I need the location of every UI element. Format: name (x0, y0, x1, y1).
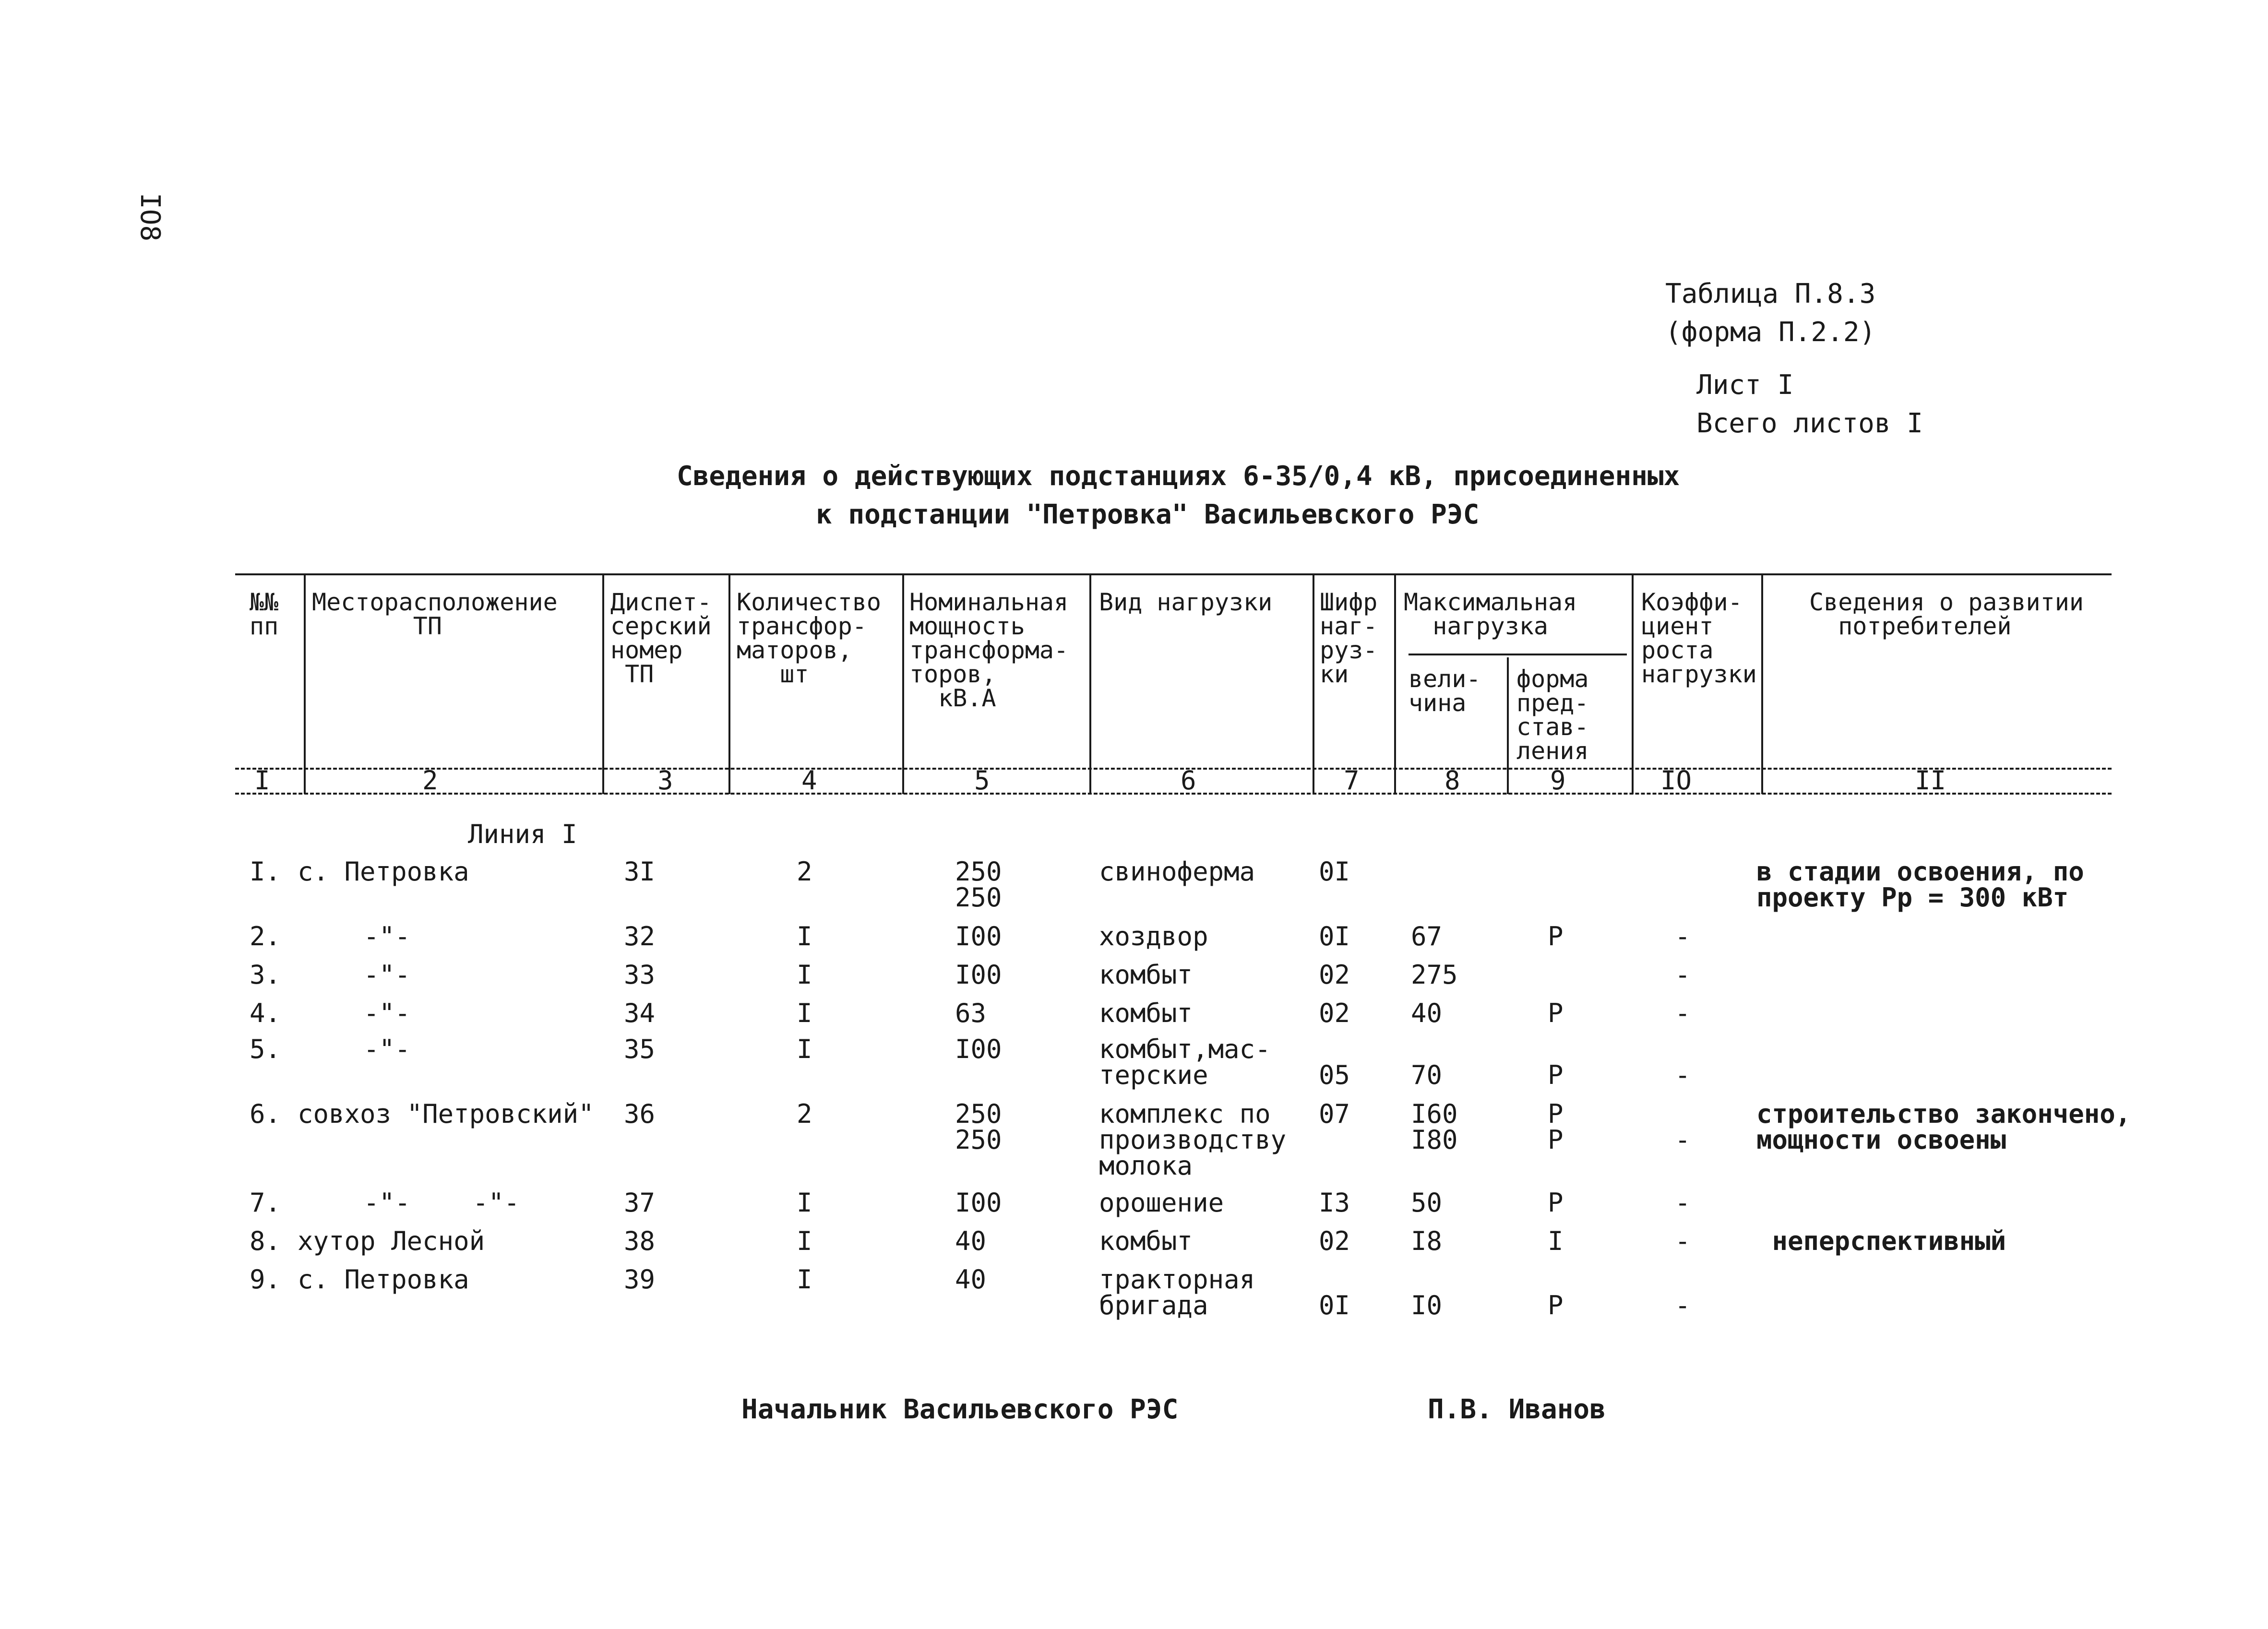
col-header-4: Количество трансфор- маторов, шт (737, 588, 882, 688)
load-type: свиноферма (1099, 856, 1255, 887)
column-divider (1089, 573, 1091, 794)
transformer-count: I (797, 998, 812, 1028)
row-number: 5. (250, 1034, 281, 1064)
row-number: 7. (250, 1188, 281, 1218)
max-load-form: Р (1548, 1060, 1564, 1090)
growth-coefficient: - (1675, 998, 1691, 1028)
row-number: 9. (250, 1264, 281, 1295)
column-number: 9 (1550, 765, 1566, 796)
transformer-count: 2 (797, 1099, 812, 1129)
transformer-count: I (797, 1034, 812, 1064)
growth-coefficient: - (1675, 1188, 1691, 1218)
rated-power: 40 (955, 1226, 987, 1256)
transformer-count: 2 (797, 856, 812, 887)
location: -"- (317, 921, 411, 951)
col-header-11: Сведения о развитии потребителей (1809, 588, 2084, 640)
document-title-line2: к подстанции "Петровка" Васильевского РЭС (816, 499, 1480, 530)
max-load-value: 70 (1411, 1060, 1443, 1090)
transformer-count: I (797, 1226, 812, 1256)
page-number: IO8 (134, 192, 166, 242)
load-code: 02 (1319, 1226, 1350, 1256)
development-info: строительство закончено, мощности освоены (1756, 1099, 2131, 1155)
rated-power: I00 (955, 1188, 1002, 1218)
column-divider (1507, 657, 1509, 794)
load-type: комбыт (1099, 998, 1193, 1028)
rated-power: 250 250 (955, 1099, 1002, 1155)
max-load-value: I0 (1411, 1290, 1443, 1320)
header-bottom-rule (235, 768, 2112, 770)
development-info: в стадии освоения, по проекту Pp = 300 кВт (1756, 856, 2084, 913)
dispatch-number: 38 (624, 1226, 656, 1256)
column-number: 5 (974, 765, 990, 796)
max-load-value: 40 (1411, 998, 1443, 1028)
load-type: комплекс по производству молока (1099, 1099, 1287, 1181)
dispatch-number: 36 (624, 1099, 656, 1129)
location: хутор Лесной (298, 1226, 485, 1256)
transformer-count: I (797, 960, 812, 990)
column-number: 2 (422, 765, 438, 796)
dispatch-number: 39 (624, 1264, 656, 1295)
growth-coefficient: - (1675, 1060, 1691, 1090)
max-load-form: Р Р (1548, 1099, 1564, 1155)
max-load-value: 50 (1411, 1188, 1443, 1218)
column-divider (1761, 573, 1763, 794)
footer-name: П.В. Иванов (1428, 1394, 1606, 1425)
row-number: 4. (250, 998, 281, 1028)
location: с. Петровка (298, 856, 469, 887)
location: -"- (317, 960, 411, 990)
dispatch-number: 3I (624, 856, 656, 887)
line-label: Линия I (468, 819, 577, 849)
load-code: 05 (1319, 1060, 1350, 1090)
table-reference: Таблица П.8.3 (1665, 278, 1876, 309)
column-divider (728, 573, 730, 794)
load-code: 02 (1319, 998, 1350, 1028)
footer-role: Начальник Васильевского РЭС (741, 1394, 1179, 1425)
dispatch-number: 37 (624, 1188, 656, 1218)
growth-coefficient: - (1675, 1290, 1691, 1320)
load-code: 02 (1319, 960, 1350, 990)
subheader-rule (1409, 654, 1627, 655)
load-type: комбыт,мас- терские (1099, 1034, 1271, 1090)
development-info: неперспективный (1756, 1226, 2006, 1256)
col-header-2: Месторасположение ТП (312, 588, 558, 640)
location: совхоз "Петровский" (298, 1099, 594, 1129)
col-header-10: Коэффи- циент роста нагрузки (1641, 588, 1757, 688)
load-type: комбыт (1099, 1226, 1193, 1256)
header-top-rule (235, 573, 2112, 575)
max-load-form: Р (1548, 921, 1564, 951)
location: -"- -"- (317, 1188, 520, 1218)
row-number: I. (250, 856, 281, 887)
max-load-form: Р (1548, 1188, 1564, 1218)
dispatch-number: 33 (624, 960, 656, 990)
transformer-count: I (797, 1264, 812, 1295)
rated-power: 63 (955, 998, 987, 1028)
document-title-line1: Сведения о действующих подстанциях 6-35/0,4 кВ, присоединенных (677, 461, 1680, 492)
rated-power: 250 250 (955, 856, 1002, 913)
load-type: тракторная бригада (1099, 1264, 1255, 1320)
location: -"- (317, 998, 411, 1028)
column-divider (1632, 573, 1634, 794)
rated-power: I00 (955, 960, 1002, 990)
form-reference: (форма П.2.2) (1665, 317, 1876, 348)
column-number: I (254, 765, 270, 796)
load-code: 0I (1319, 856, 1350, 887)
transformer-count: I (797, 921, 812, 951)
load-type: орошение (1099, 1188, 1224, 1218)
growth-coefficient: - (1675, 1125, 1691, 1155)
column-number: 8 (1444, 765, 1460, 796)
growth-coefficient: - (1675, 1226, 1691, 1256)
column-number: 4 (801, 765, 817, 796)
load-code: 0I (1319, 921, 1350, 951)
max-load-form: Р (1548, 998, 1564, 1028)
col-header-5: Номинальная мощность трансформа- торов, кВ.А (909, 588, 1069, 712)
max-load-form: Р (1548, 1290, 1564, 1320)
col-header-1: №№ пп (250, 588, 279, 640)
load-code: 0I (1319, 1290, 1350, 1320)
rated-power: 40 (955, 1264, 987, 1295)
column-number: 6 (1181, 765, 1196, 796)
col-header-8-9: Максимальная нагрузка (1404, 588, 1577, 640)
column-divider (1313, 573, 1314, 794)
column-divider (602, 573, 604, 794)
row-number: 3. (250, 960, 281, 990)
sheet-number: Лист I (1696, 369, 1794, 401)
dispatch-number: 34 (624, 998, 656, 1028)
transformer-count: I (797, 1188, 812, 1218)
max-load-value: I8 (1411, 1226, 1443, 1256)
row-number: 2. (250, 921, 281, 951)
dispatch-number: 32 (624, 921, 656, 951)
max-load-form: I (1548, 1226, 1564, 1256)
max-load-value: 275 (1411, 960, 1458, 990)
load-code: I3 (1319, 1188, 1350, 1218)
column-number: 3 (657, 765, 673, 796)
col-header-8: вели- чина (1409, 665, 1481, 717)
row-number: 6. (250, 1099, 281, 1129)
column-divider (304, 573, 306, 794)
col-header-6: Вид нагрузки (1099, 588, 1273, 616)
row-number: 8. (250, 1226, 281, 1256)
location: с. Петровка (298, 1264, 469, 1295)
dispatch-number: 35 (624, 1034, 656, 1064)
growth-coefficient: - (1675, 921, 1691, 951)
col-header-3: Диспет- cерский номер ТП (610, 588, 712, 688)
growth-coefficient: - (1675, 960, 1691, 990)
load-type: комбыт (1099, 960, 1193, 990)
col-header-7: Шифр наг- руз- ки (1320, 588, 1378, 688)
sheets-total: Всего листов I (1696, 408, 1923, 439)
max-load-value: I60 I80 (1411, 1099, 1458, 1155)
load-code: 07 (1319, 1099, 1350, 1129)
load-type: хоздвор (1099, 921, 1208, 951)
column-number: 7 (1344, 765, 1360, 796)
column-divider (902, 573, 904, 794)
column-number: II (1915, 765, 1946, 796)
rated-power: I00 (955, 1034, 1002, 1064)
max-load-value: 67 (1411, 921, 1443, 951)
rated-power: I00 (955, 921, 1002, 951)
column-number: IO (1660, 765, 1692, 796)
column-numbers-rule (235, 793, 2112, 795)
column-divider (1394, 573, 1396, 794)
location: -"- (317, 1034, 411, 1064)
col-header-9: форма пред- став- ления (1516, 665, 1589, 765)
